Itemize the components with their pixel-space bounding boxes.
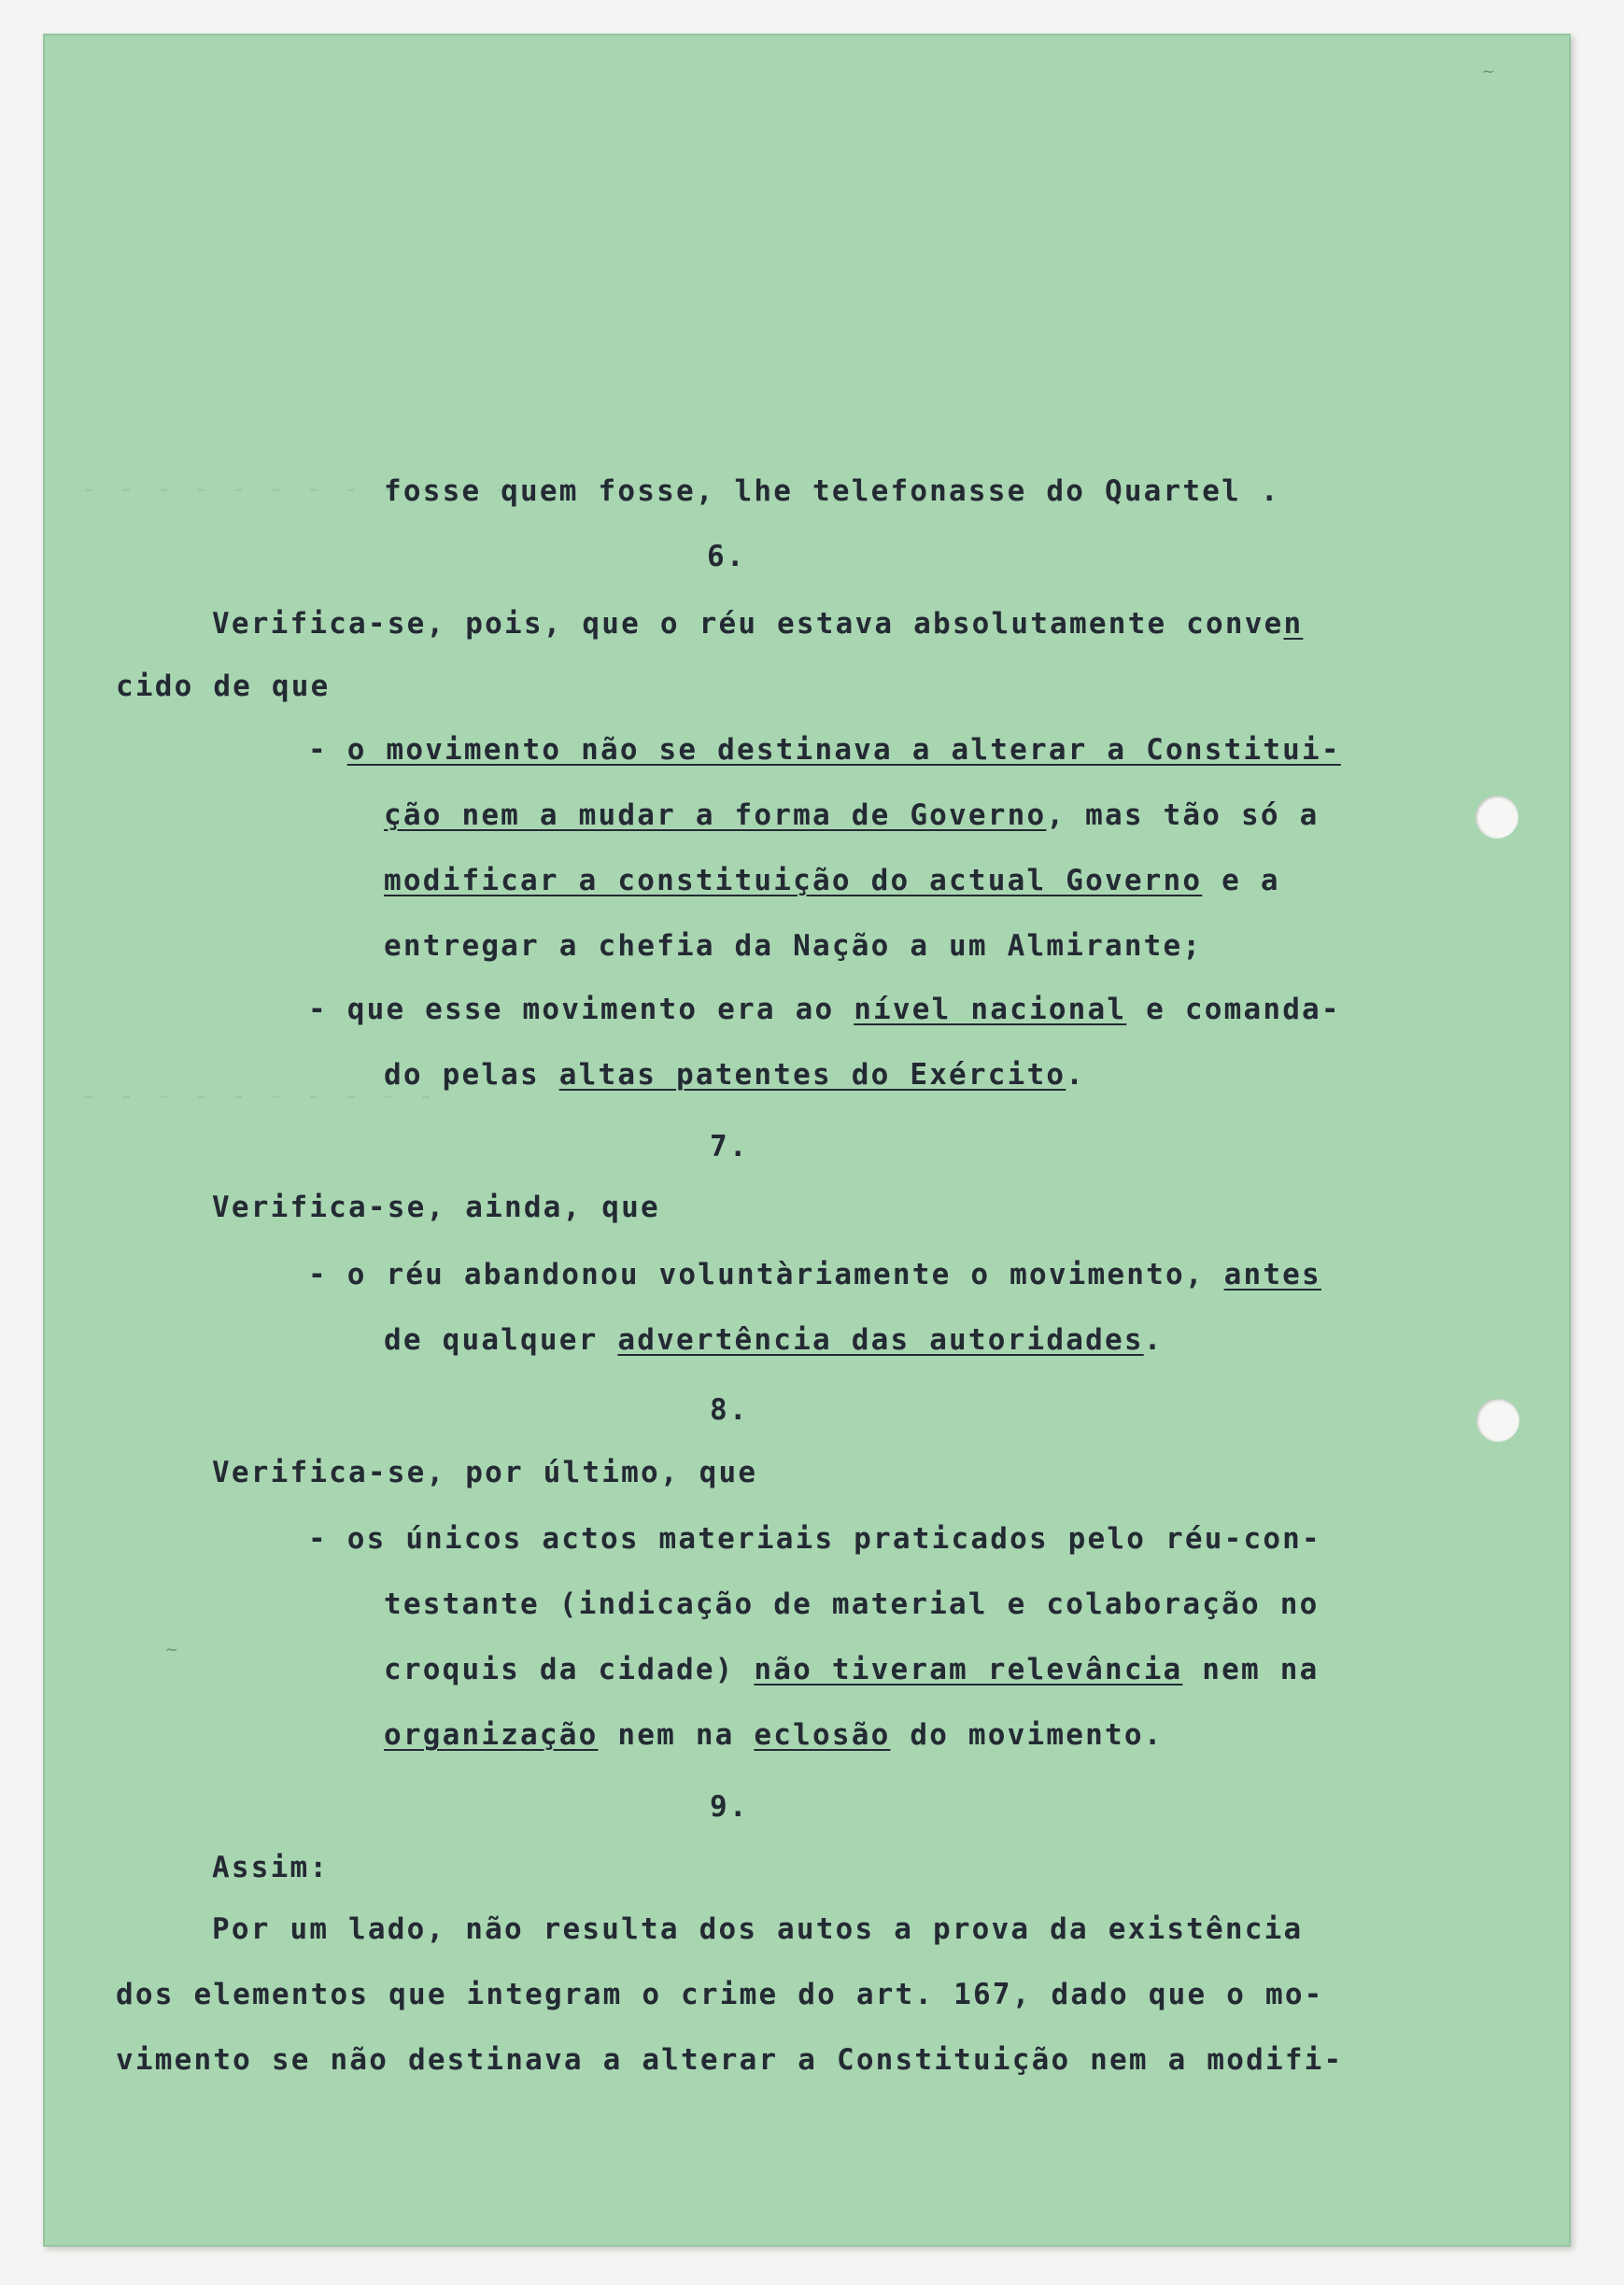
text-line: modificar a constituição do actual Governo e a [384,864,1280,897]
text-line: do pelas altas patentes do Exército. [384,1058,1086,1092]
text-line: - o réu abandonou voluntàriamente o movimento, antes [308,1258,1321,1291]
text-line: Verifica-se, por último, que [212,1456,758,1489]
text-line: cido de que [116,670,331,703]
text-line: Por um lado, não resulta dos autos a prova da existência [212,1912,1304,1946]
section-number: 8. [710,1393,749,1427]
text-line: - que esse movimento era ao nível nacional e comanda- [308,993,1341,1026]
text-line: fosse quem fosse, lhe telefonasse do Quartel . [384,474,1280,508]
section-number: 9. [710,1790,749,1824]
text-line: testante (indicação de material e colaboração no [384,1587,1320,1621]
text-line: Verifica-se, pois, que o réu estava absolutamente conven [212,607,1304,641]
punch-hole [1476,796,1518,839]
text-line: Assim: [212,1851,330,1884]
text-line: de qualquer advertência das autoridades. [384,1323,1164,1357]
text-line: - o movimento não se destinava a alterar a Constitui- [308,733,1341,767]
text-line: organização nem na eclosão do movimento. [384,1718,1164,1752]
text-line: entregar a chefia da Nação a um Almirante; [384,929,1203,963]
punch-hole [1476,1399,1519,1442]
show-through-text: - - - - - - - - - - - - [80,473,512,505]
text-line: Verifica-se, ainda, que [212,1191,660,1224]
text-line: - os únicos actos materiais praticados pelo réu-con- [308,1522,1321,1556]
text-line: ção nem a mudar a forma de Governo, mas tão só a [384,798,1320,832]
section-number: 7. [710,1130,749,1164]
margin-mark: ~ [164,1640,179,1659]
show-through-text: - - - - - - - - - - [80,1079,437,1112]
text-line: dos elementos que integram o crime do art. 167, dado que o mo- [116,1978,1324,2011]
section-number: 6. [707,540,746,573]
text-line: vimento se não destinava a alterar a Constituição nem a modifi- [116,2043,1344,2077]
text-line: croquis da cidade) não tiveram relevância nem na [384,1653,1320,1686]
margin-mark: ~ [1481,62,1496,81]
